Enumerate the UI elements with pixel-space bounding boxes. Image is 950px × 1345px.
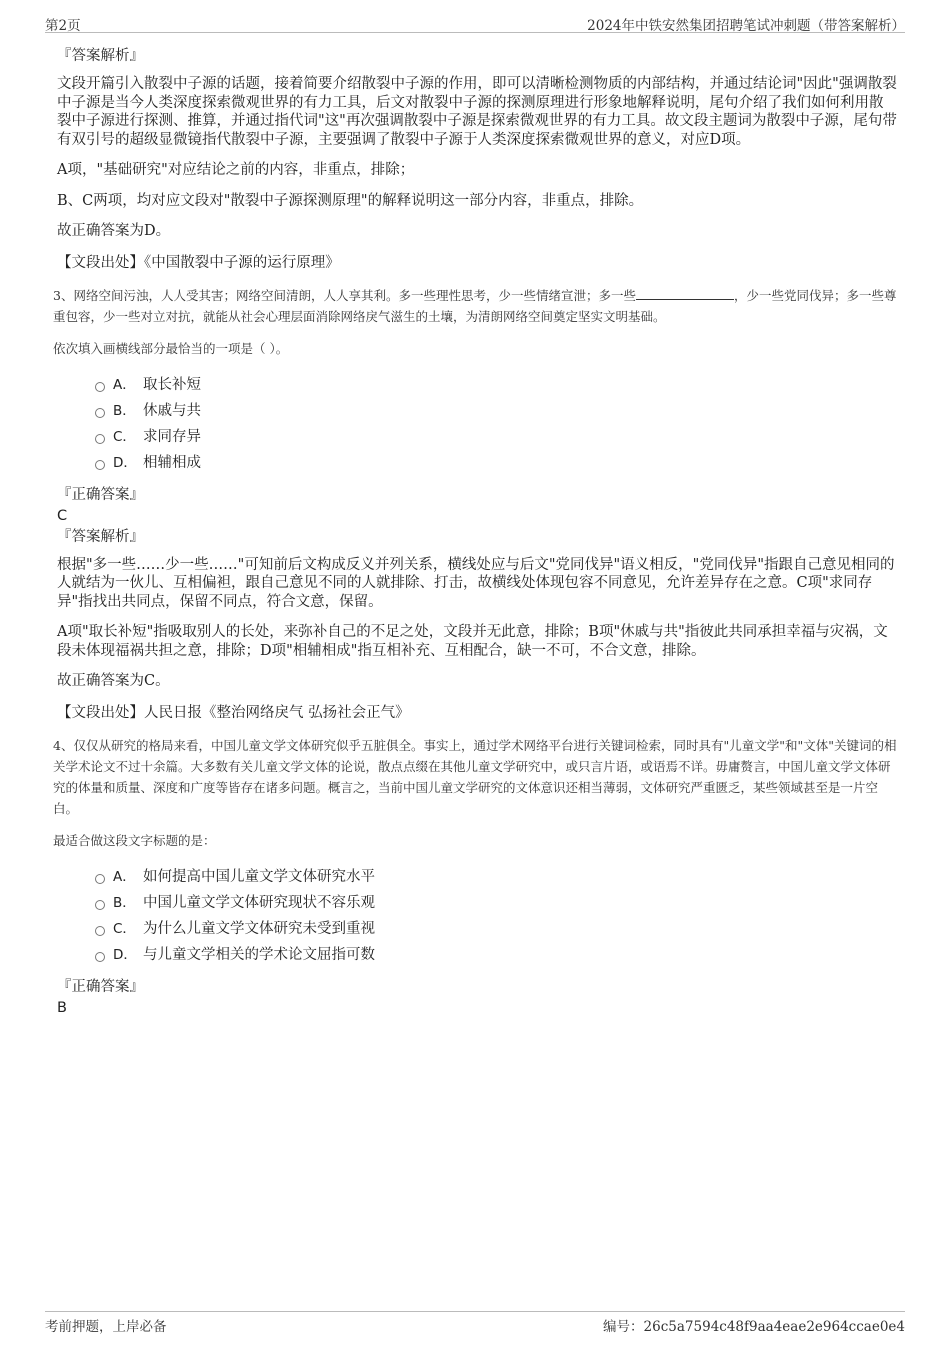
radio-icon[interactable] xyxy=(95,434,105,444)
main-content xyxy=(53,45,897,1018)
radio-icon[interactable] xyxy=(95,926,105,936)
option-text: 为什么儿童文学文体研究未受到重视 xyxy=(143,920,375,937)
question-4-prompt: 最适合做这段文字标题的是： xyxy=(53,832,216,848)
option-text: 休戚与共 xyxy=(143,402,201,419)
option-a[interactable] xyxy=(95,864,897,890)
analysis-label: 『答案解析』 xyxy=(57,528,144,545)
radio-icon[interactable] xyxy=(95,874,105,884)
page-header xyxy=(45,12,905,33)
option-a[interactable] xyxy=(95,372,897,398)
correct-answer-label: 『正确答案』 xyxy=(57,978,144,995)
question-4-text: 4、仅仅从研究的格局来看，中国儿童文学文体研究似乎五脏俱全。事实上，通过学术网络平台进行关键词检索，同时具有"儿童文学"和"文体"关键词的相关学术论文不过十余篇。大多数有关儿童文学文体的论说，散点点缀在其他儿童文学研究中，或只言片语，或语焉不详。毋庸赘言，中国儿童文学文体研究的体量和质量、深度和广度等皆存在诸多问题。概言之，当前中国儿童文学研究的文体意识还相当薄弱，文体研究严重匮乏，某些领域甚至是一片空白。 xyxy=(53,737,897,816)
option-b[interactable] xyxy=(95,890,897,916)
document-code: 编号：26c5a7594c48f9aa4eae2e964ccae0e4 xyxy=(603,1319,905,1335)
radio-icon[interactable] xyxy=(95,952,105,962)
question-3-text xyxy=(53,285,897,327)
analysis-paragraph: B、C两项，均对应文段对"散裂中子源探测原理"的解释说明这一部分内容，非重点，排除。 xyxy=(57,192,644,209)
footer-slogan: 考前押题，上岸必备 xyxy=(45,1319,167,1335)
radio-icon[interactable] xyxy=(95,382,105,392)
option-letter: B． xyxy=(113,402,136,419)
option-d[interactable] xyxy=(95,942,897,968)
correct-answer-label: 『正确答案』 xyxy=(57,486,144,503)
analysis-paragraph: 故正确答案为C。 xyxy=(57,673,170,689)
option-letter: C． xyxy=(113,920,136,937)
page-number: 第2页 xyxy=(45,18,81,34)
radio-icon[interactable] xyxy=(95,408,105,418)
option-letter: B． xyxy=(113,894,136,911)
question-3-prompt: 依次填入画横线部分最恰当的一项是（ ）。 xyxy=(53,340,289,356)
option-text: 如何提高中国儿童文学文体研究水平 xyxy=(143,868,375,885)
option-c[interactable] xyxy=(95,916,897,942)
analysis-paragraph: 故正确答案为D。 xyxy=(57,223,171,239)
option-text: 相辅相成 xyxy=(143,454,201,471)
correct-answer: B xyxy=(57,999,67,1016)
option-text: 中国儿童文学文体研究现状不容乐观 xyxy=(143,894,375,911)
option-letter: D． xyxy=(113,454,137,471)
analysis-paragraph: 文段开篇引入散裂中子源的话题，接着简要介绍散裂中子源的作用，即可以清晰检测物质的内部结构，并通过结论词"因此"强调散裂中子源是当今人类深度探索微观世界的有力工具，后文对散裂中子源的探测原理进行形象地解释说明，尾句介绍了我们如何利用散裂中子源进行探测、推算，并通过指代词"这"再次强调散裂中子源是探索微观世界的有力工具。故文段主题词为散裂中子源，尾句带有双引号的超级显微镜指代散裂中子源，主要强调了散裂中子源于人类深度探索微观世界的意义，对应D项。 xyxy=(57,76,897,148)
document-title: 2024年中铁安然集团招聘笔试冲刺题（带答案解析） xyxy=(587,18,905,34)
question-text-part: ，少一些党同伐异；多一些尊重包容，少一些对立对抗，就能从社会心理层面消除网络戾气滋生的土壤，为清朗网络空间奠定坚实文明基础。 xyxy=(53,287,897,324)
source-citation: 【文段出处】人民日报《整治网络戾气 弘扬社会正气》 xyxy=(57,704,410,721)
correct-answer: C xyxy=(57,507,68,524)
fill-blank xyxy=(636,287,734,300)
analysis-paragraph: A项"取长补短"指吸取别人的长处，来弥补自己的不足之处，文段并无此意，排除；B项"休戚与共"指彼此共同承担幸福与灾祸，文段未体现福祸共担之意，排除；D项"相辅相成"指互相补充、互相配合，缺一不可，不合文意，排除。 xyxy=(57,624,888,659)
source-citation: 【文段出处】《中国散裂中子源的运行原理》 xyxy=(57,254,340,271)
analysis-paragraph: A项，"基础研究"对应结论之前的内容，非重点，排除； xyxy=(57,162,415,178)
radio-icon[interactable] xyxy=(95,900,105,910)
question-3-options xyxy=(95,372,897,476)
option-letter: D． xyxy=(113,946,137,963)
option-letter: C． xyxy=(113,428,136,445)
question-text-part: 3、网络空间污浊，人人受其害；网络空间清朗，人人享其利。多一些理性思考，少一些情绪宣泄；多一些 xyxy=(53,287,636,303)
option-letter: A． xyxy=(113,376,136,393)
option-b[interactable] xyxy=(95,398,897,424)
analysis-paragraph: 根据"多一些……少一些……"可知前后文构成反义并列关系，横线处应与后文"党同伐异"语义相反，"党同伐异"指跟自己意见相同的人就结为一伙儿、互相偏袒，跟自己意见不同的人就排除、打击，故横线处体现包容不同意见，允许差异存在之意。C项"求同存异"指找出共同点，保留不同点，符合文意，保留。 xyxy=(57,556,895,610)
option-d[interactable] xyxy=(95,450,897,476)
option-text: 与儿童文学相关的学术论文屈指可数 xyxy=(143,946,375,963)
radio-icon[interactable] xyxy=(95,460,105,470)
option-letter: A． xyxy=(113,868,136,885)
option-text: 求同存异 xyxy=(143,428,201,445)
analysis-label: 『答案解析』 xyxy=(57,48,144,64)
option-c[interactable] xyxy=(95,424,897,450)
page-footer xyxy=(45,1311,905,1335)
option-text: 取长补短 xyxy=(143,376,201,393)
question-4-options xyxy=(95,864,897,968)
